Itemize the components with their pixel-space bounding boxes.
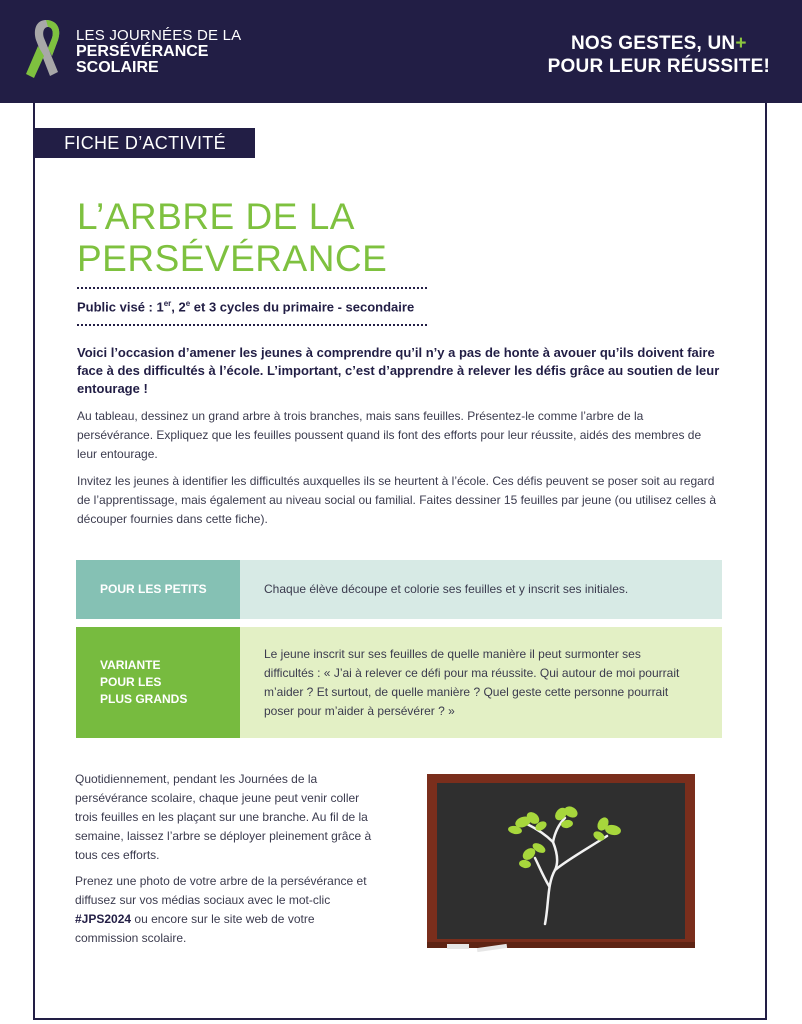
variant-small-body: Chaque élève découpe et colorie ses feuilles et y inscrit ses initiales. — [264, 582, 629, 596]
variant-older-label-stack — [100, 657, 187, 708]
share-text-post: ou encore sur le site web de votre commission scolaire. — [75, 912, 315, 945]
title-line-2: PERSÉVÉRANCE — [77, 238, 388, 279]
awareness-ribbon-icon — [22, 16, 70, 82]
intro-paragraph: Voici l’occasion d’amener les jeunes à comprendre qu’il n’y a pas de honte à avouer qu’ils doivent faire face à des difficultés à l’école. L’important, c’est d’apprendre à relever les défis grâce au soutien de leur entourage ! — [77, 345, 720, 396]
logo-wordmark — [76, 28, 241, 76]
instructions-paragraph-2: Invitez les jeunes à identifier les difficultés auxquelles ils se heurtent à l’école. Ces défis peuvent se poser soit au regard de l’apprentissage, mais également au niveau social ou familial. Faites dessiner 15 feuilles par jeune (ou utilisez celles à découper fournies dans cette fiche). — [77, 474, 717, 526]
page-title — [77, 196, 387, 280]
audience-sup-2: e — [185, 299, 191, 308]
variant-older-label-3: PLUS GRANDS — [100, 692, 188, 706]
slogan-line-1 — [548, 32, 770, 55]
activity-sheet-tag: FICHE D’ACTIVITÉ — [35, 128, 255, 158]
audience-sup-1: er — [163, 299, 172, 308]
share-text-pre: Prenez une photo de votre arbre de la persévérance et diffusez sur vos médias sociaux avec le mot-clic — [75, 874, 367, 907]
slogan — [548, 32, 770, 78]
target-audience — [77, 299, 414, 314]
variant-small-label-text: POUR LES PETITS — [100, 582, 207, 596]
title-line-1: L’ARBRE DE LA — [77, 196, 355, 237]
plus-icon: + — [735, 33, 747, 54]
logo-line-1: LES JOURNÉES DE LA — [76, 27, 242, 44]
variant-older-body: Le jeune inscrit sur ses feuilles de quelle manière il peut surmonter ses difficultés : « J’ai à relever ce défi pour ma réussite. Qui autour de moi pourrait m’aider ? Et surtout, de quelle manière ? Quel geste cette personne pourrait poser pour m’aider à persévérer ? » — [264, 646, 680, 718]
hashtag: #JPS2024 — [75, 912, 132, 926]
variant-older-label-2: POUR LES — [100, 675, 162, 689]
logo-line-2: PERSÉVÉRANCE — [76, 43, 209, 60]
header-banner — [0, 0, 802, 103]
dotted-divider-top — [77, 287, 427, 289]
audience-mid: , 2 — [171, 299, 186, 315]
variant-older-label-1: VARIANTE — [100, 658, 161, 672]
slogan-text-1: NOS GESTES, UN — [571, 33, 736, 54]
daily-instructions: Quotidiennement, pendant les Journées de la persévérance scolaire, chaque jeune peut venir coller trois feuilles en les plaçant sur une branche. Au fil de la semaine, laissez l’arbre se déployer pleinement grâce à tous ces efforts. — [75, 772, 372, 862]
logo-line-3: SCOLAIRE — [76, 59, 159, 76]
variant-older-label — [76, 627, 240, 738]
variant-small-text — [240, 560, 722, 619]
variant-small-label — [76, 560, 240, 619]
dotted-divider-bottom — [77, 324, 427, 326]
share-instructions — [75, 872, 375, 948]
instructions-paragraph-1: Au tableau, dessinez un grand arbre à trois branches, mais sans feuilles. Présentez-le comme l’arbre de la persévérance. Expliquez que les feuilles poussent quand ils font des efforts pour leur réussite, aidés des membres de leur entourage. — [77, 409, 702, 461]
chalkboard-tree-icon — [427, 774, 695, 954]
variant-older-text — [240, 627, 722, 738]
audience-prefix: Public visé : 1 — [77, 299, 164, 315]
slogan-line-2: POUR LEUR RÉUSSITE! — [547, 56, 770, 77]
audience-suffix: et 3 cycles du primaire - secondaire — [190, 299, 415, 315]
